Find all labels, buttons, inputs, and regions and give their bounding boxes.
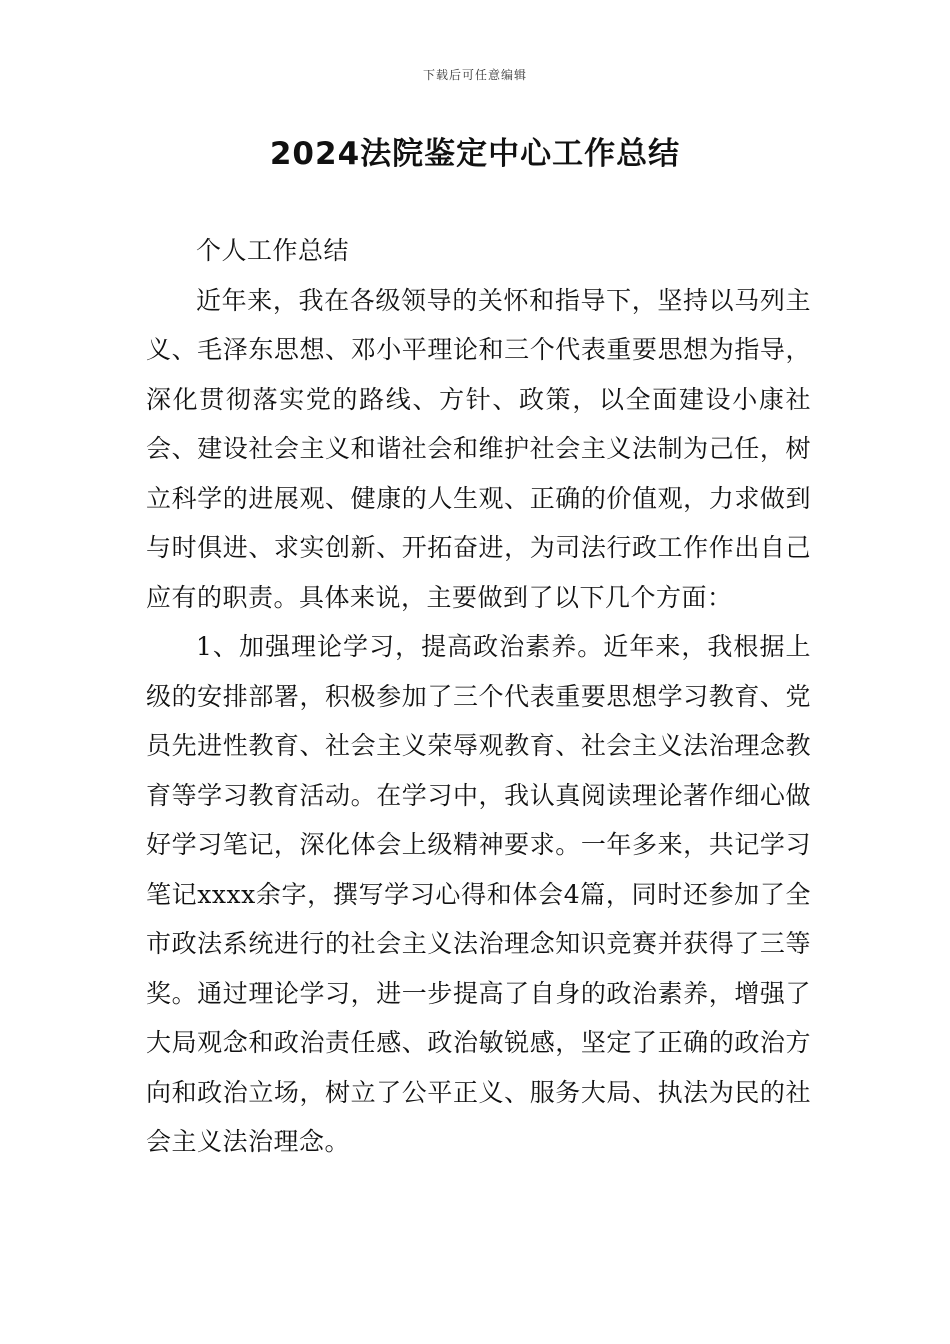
body-paragraph-intro: 近年来，我在各级领导的关怀和指导下，坚持以马列主义、毛泽东思想、邓小平理论和三个代表重要思想为指导，深化贯彻落实党的路线、方针、政策，以全面建设小康社会、建设社会主义和谐社会和维护社会主义法制为己任，树立科学的进展观、健康的人生观、正确的价值观，力求做到与时俱进、求实创新、开拓奋进，为司法行政工作作出自己应有的职责。具体来说，主要做到了以下几个方面： [146, 285, 811, 612]
document-body [146, 226, 811, 1167]
section-heading: 个人工作总结 [196, 236, 350, 265]
header-note: 下载后可任意编辑 [422, 68, 527, 82]
document-title: 2024法院鉴定中心工作总结 [269, 136, 681, 172]
body-paragraph-point-1: 1、加强理论学习，提高政治素养。近年来，我根据上级的安排部署，积极参加了三个代表重要思想学习教育、党员先进性教育、社会主义荣辱观教育、社会主义法治理念教育等学习教育活动。在学习中，我认真阅读理论著作细心做好学习笔记，深化体会上级精神要求。一年多来，共记学习笔记xxxx余字，撰写学习心得和体会4篇，同时还参加了全市政法系统进行的社会主义法治理念知识竞赛并获得了三等奖。通过理论学习，进一步提高了自身的政治素养，增强了大局观念和政治责任感、政治敏锐感，坚定了正确的政治方向和政治立场，树立了公平正义、服务大局、执法为民的社会主义法治理念。 [146, 632, 811, 1156]
